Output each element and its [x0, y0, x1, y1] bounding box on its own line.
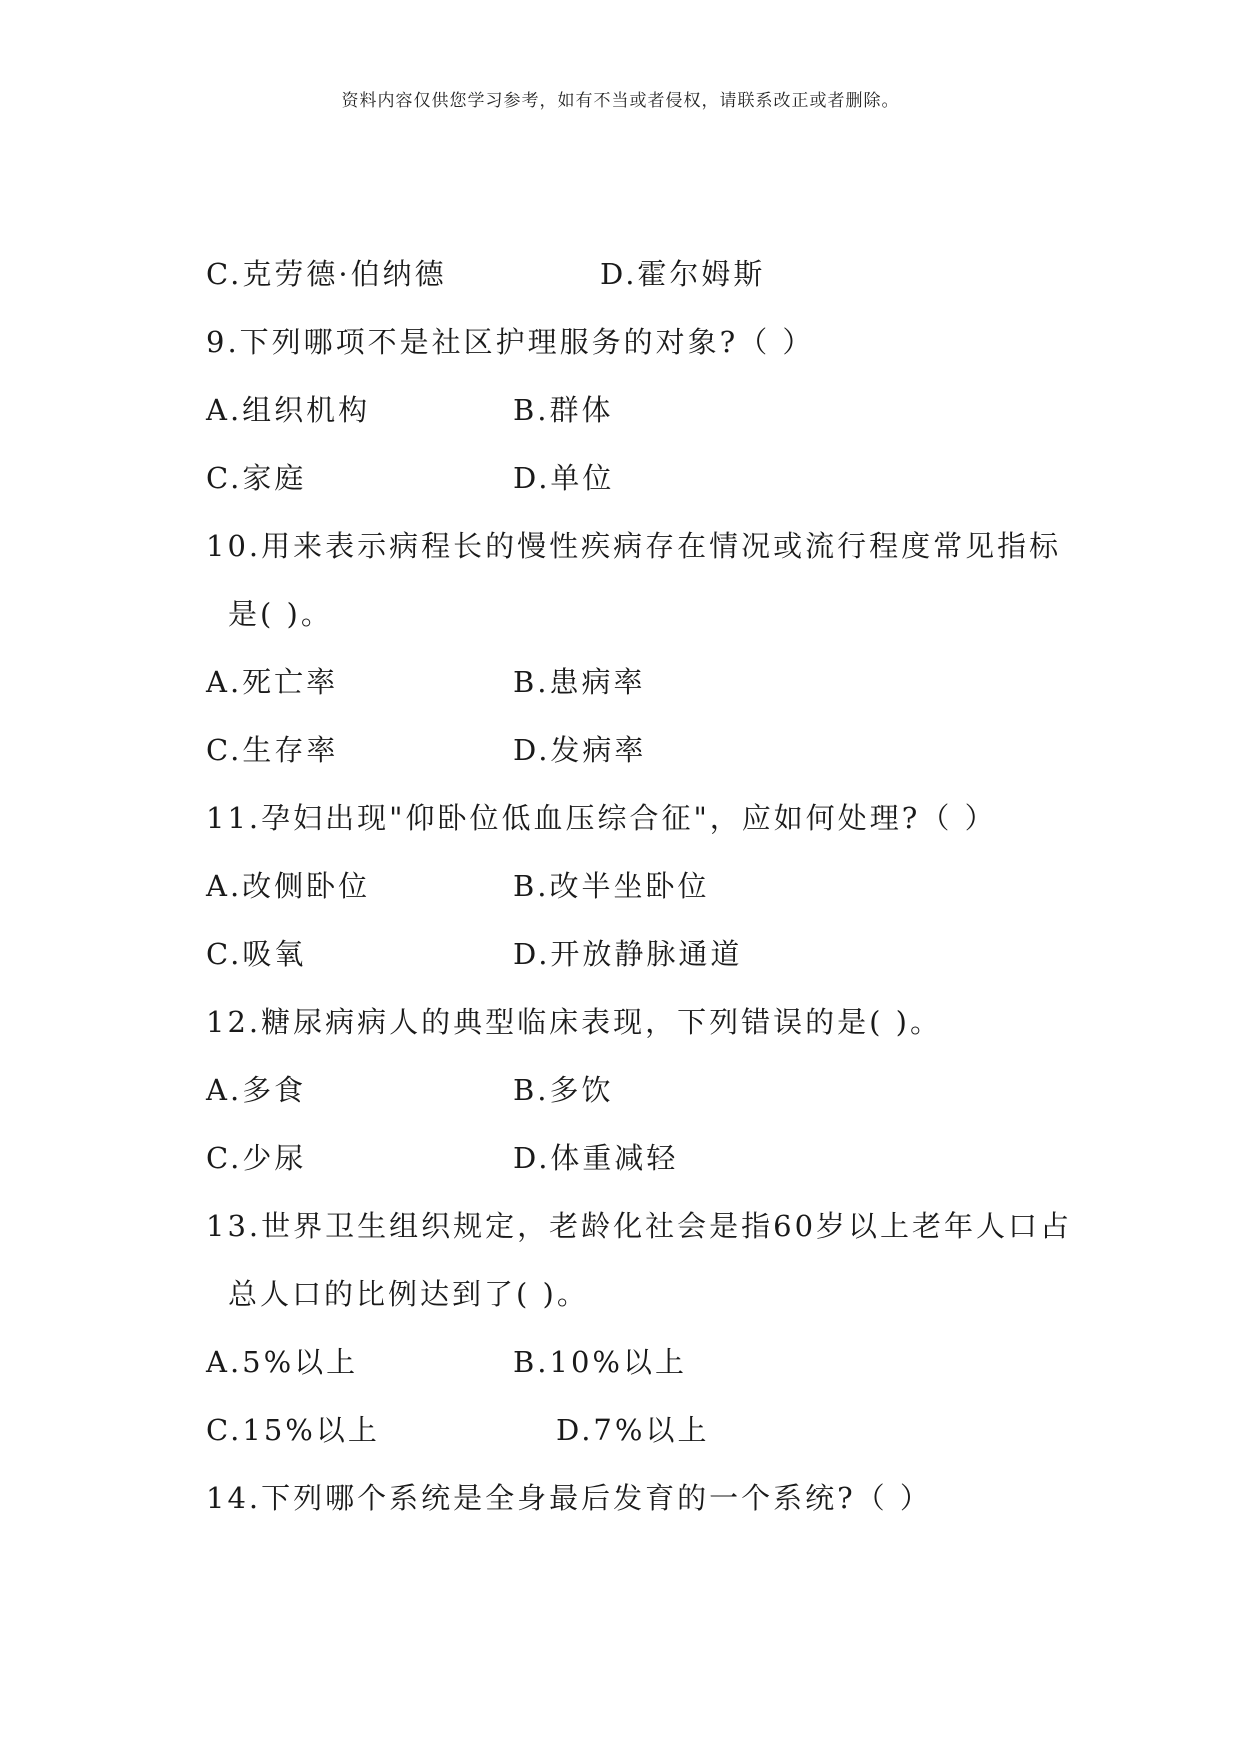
- question-10-line2: 是( )。: [228, 597, 333, 631]
- question-14: 14.下列哪个系统是全身最后发育的一个系统?（ ）: [206, 1481, 932, 1515]
- q10-option-a: A.死亡率: [206, 665, 339, 699]
- q9-option-b: B.群体: [513, 393, 614, 427]
- option-c: C.克劳德·伯纳德: [206, 257, 447, 291]
- question-12: 12.糖尿病病人的典型临床表现，下列错误的是( )。: [206, 1005, 942, 1039]
- question-13-line2: 总人口的比例达到了( )。: [228, 1277, 589, 1311]
- q10-option-c: C.生存率: [206, 733, 339, 767]
- q9-option-d: D.单位: [513, 461, 615, 495]
- question-10-line1: 10.用来表示病程长的慢性疾病存在情况或流行程度常见指标: [206, 529, 1062, 563]
- q11-option-d: D.开放静脉通道: [513, 937, 743, 971]
- option-d: D.霍尔姆斯: [600, 257, 766, 291]
- q12-option-b: B.多饮: [513, 1073, 614, 1107]
- q12-option-a: A.多食: [206, 1073, 307, 1107]
- question-11: 11.孕妇出现"仰卧位低血压综合征"，应如何处理?（ ）: [206, 801, 997, 835]
- q13-option-b: B.10%以上: [513, 1345, 687, 1379]
- q9-option-c: C.家庭: [206, 461, 307, 495]
- q13-option-d: D.7%以上: [556, 1413, 710, 1447]
- copyright-notice: 资料内容仅供您学习参考，如有不当或者侵权，请联系改正或者删除。: [341, 91, 900, 111]
- q12-option-c: C.少尿: [206, 1141, 307, 1175]
- q11-option-a: A.改侧卧位: [206, 869, 371, 903]
- q13-option-a: A.5%以上: [206, 1345, 359, 1379]
- q11-option-b: B.改半坐卧位: [513, 869, 710, 903]
- q11-option-c: C.吸氧: [206, 937, 307, 971]
- q10-option-d: D.发病率: [513, 733, 647, 767]
- q12-option-d: D.体重减轻: [513, 1141, 679, 1175]
- question-13-line1: 13.世界卫生组织规定，老龄化社会是指60岁以上老年人口占: [206, 1209, 1073, 1243]
- question-9: 9.下列哪项不是社区护理服务的对象?（ ）: [206, 325, 815, 359]
- q9-option-a: A.组织机构: [206, 393, 371, 427]
- q13-option-c: C.15%以上: [206, 1413, 380, 1447]
- q10-option-b: B.患病率: [513, 665, 646, 699]
